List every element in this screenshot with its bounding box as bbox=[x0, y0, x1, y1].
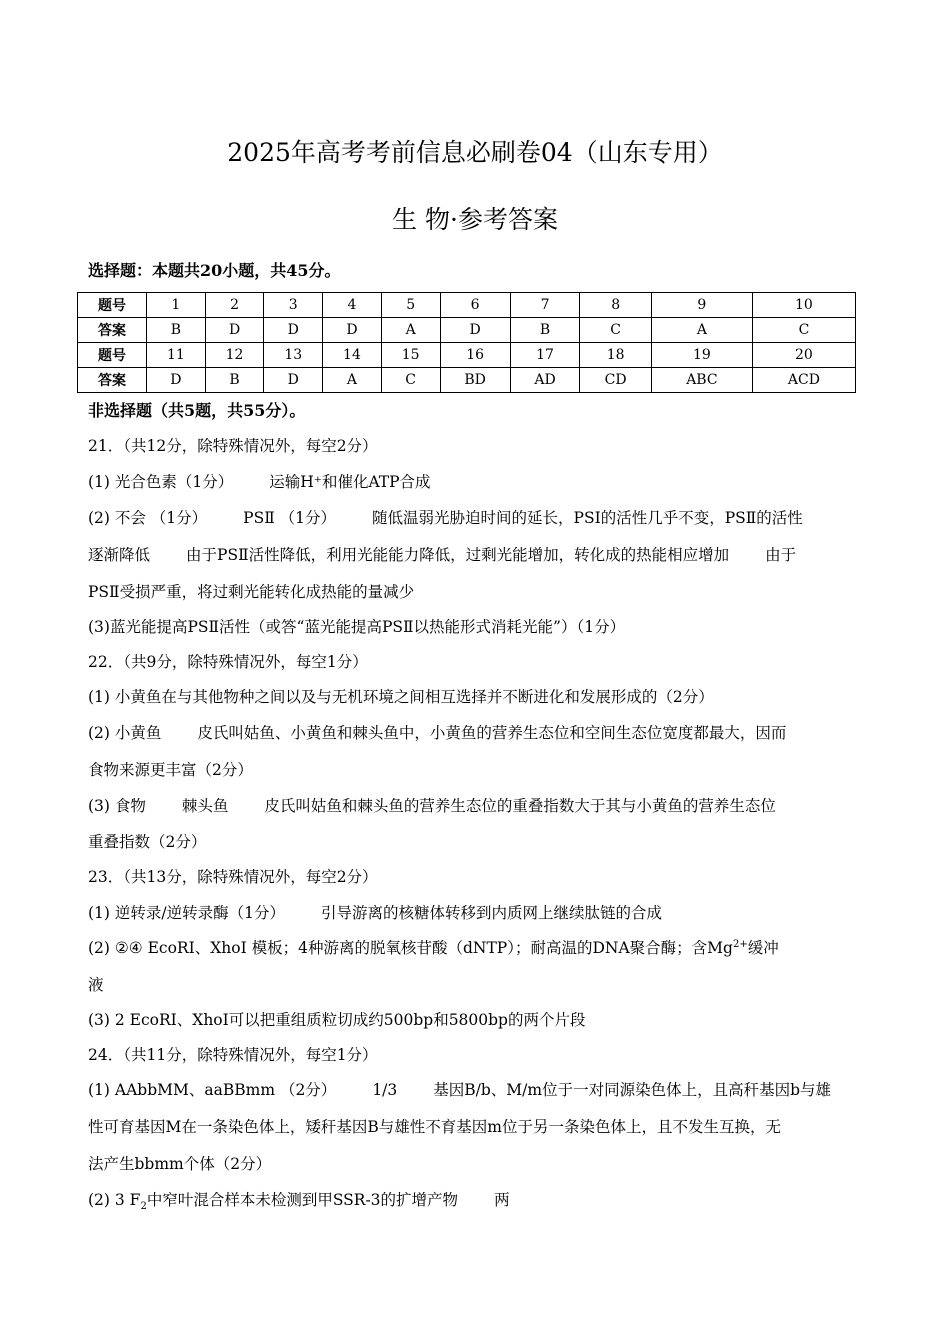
table-cell: 12 bbox=[205, 343, 264, 368]
answer-text: (1) 逆转录/逆转录酶（1分） bbox=[88, 904, 285, 922]
table-row bbox=[78, 318, 856, 343]
table-cell: ACD bbox=[752, 368, 855, 393]
table-cell: CD bbox=[580, 368, 652, 393]
answer-text: 随低温弱光胁迫时间的延长，PSⅠ的活性几乎不变，PSⅡ的活性 bbox=[372, 509, 803, 527]
q24-part1 bbox=[88, 1078, 831, 1100]
table-cell: D bbox=[205, 318, 264, 343]
answer-text: (3) 食物 bbox=[88, 797, 146, 815]
q24-part1-cont2: 法产生bbmm个体（2分） bbox=[88, 1155, 272, 1173]
table-cell: 14 bbox=[323, 343, 382, 368]
subscript: 2 bbox=[140, 1201, 147, 1213]
table-row bbox=[78, 293, 856, 318]
table-cell: D bbox=[147, 368, 206, 393]
table-cell: BD bbox=[440, 368, 510, 393]
answer-text: (1) AAbbMM、aaBBmm （2分） bbox=[88, 1081, 337, 1099]
q22-part2-cont: 食物来源更丰富（2分） bbox=[88, 761, 253, 779]
row-label: 题号 bbox=[78, 343, 147, 368]
table-cell: D bbox=[440, 318, 510, 343]
answer-text: 两 bbox=[494, 1191, 510, 1209]
answer-text: 皮氏叫姑鱼和棘头鱼的营养生态位的重叠指数大于其与小黄鱼的营养生态位 bbox=[264, 797, 776, 815]
table-cell: 5 bbox=[381, 293, 440, 318]
document-title: 2025年高考考前信息必刷卷04（山东专用） bbox=[227, 138, 723, 167]
answer-text: (2) ②④ EcoRI、XhoI 模板；4种游离的脱氧核苷酸（dNTP）；耐高温的DNA聚合酶；含Mg bbox=[88, 939, 733, 957]
answer-text: (2) 小黄鱼 bbox=[88, 724, 162, 742]
table-cell: C bbox=[580, 318, 652, 343]
table-cell: A bbox=[651, 318, 752, 343]
row-label: 答案 bbox=[78, 318, 147, 343]
row-label: 答案 bbox=[78, 368, 147, 393]
q23-part3: (3) 2 EcoRI、XhoI可以把重组质粒切成约500bp和5800bp的两个片段 bbox=[88, 1011, 586, 1029]
q21-part2 bbox=[88, 506, 803, 528]
answer-text: 基因B/b、M/m位于一对同源染色体上，且高秆基因b与雄 bbox=[433, 1081, 832, 1099]
table-cell: ABC bbox=[651, 368, 752, 393]
q21-head: 21．（共12分，除特殊情况外，每空2分） bbox=[88, 437, 378, 455]
table-cell: B bbox=[147, 318, 206, 343]
answer-text: 逐渐降低 bbox=[88, 546, 151, 564]
answer-text: 运输H⁺和催化ATP合成 bbox=[269, 473, 431, 491]
table-cell: 3 bbox=[264, 293, 323, 318]
document-subtitle: 生 物·参考答案 bbox=[392, 205, 558, 234]
table-cell: AD bbox=[510, 368, 580, 393]
superscript: 2+ bbox=[732, 938, 748, 950]
q24-head: 24．（共11分，除特殊情况外，每空1分） bbox=[88, 1046, 378, 1064]
q21-part2-cont bbox=[88, 543, 796, 565]
table-cell: 4 bbox=[323, 293, 382, 318]
answer-text: 引导游离的核糖体转移到内质网上继续肽链的合成 bbox=[320, 904, 662, 922]
table-cell: 13 bbox=[264, 343, 323, 368]
table-cell: 1 bbox=[147, 293, 206, 318]
table-cell: C bbox=[752, 318, 855, 343]
q22-part3 bbox=[88, 794, 776, 816]
table-row bbox=[78, 343, 856, 368]
table-cell: B bbox=[205, 368, 264, 393]
table-cell: 20 bbox=[752, 343, 855, 368]
table-cell: 8 bbox=[580, 293, 652, 318]
answer-text: 缓冲 bbox=[747, 939, 779, 957]
q23-part1 bbox=[88, 901, 662, 923]
table-row bbox=[78, 368, 856, 393]
q22-part2 bbox=[88, 721, 786, 743]
q21-part2-cont2: PSⅡ受损严重，将过剩光能转化成热能的量减少 bbox=[88, 583, 415, 601]
table-cell: 7 bbox=[510, 293, 580, 318]
q21-part3: (3)蓝光能提高PSⅡ活性（或答“蓝光能提高PSⅡ以热能形式消耗光能”）（1分） bbox=[88, 618, 626, 636]
table-cell: 2 bbox=[205, 293, 264, 318]
answer-text: 由于 bbox=[765, 546, 797, 564]
answer-text: (2) 不会 （1分） bbox=[88, 509, 208, 527]
table-cell: 11 bbox=[147, 343, 206, 368]
table-cell: 6 bbox=[440, 293, 510, 318]
table-cell: D bbox=[264, 368, 323, 393]
table-cell: 10 bbox=[752, 293, 855, 318]
q22-part3-cont: 重叠指数（2分） bbox=[88, 833, 207, 851]
answer-text: (1) 光合色素（1分） bbox=[88, 473, 234, 491]
q24-part1-cont: 性可育基因M在一条染色体上，矮秆基因B与雄性不育基因m位于另一条染色体上，且不发生互换，无 bbox=[88, 1118, 781, 1136]
row-label: 题号 bbox=[78, 293, 147, 318]
table-cell: D bbox=[323, 318, 382, 343]
answer-text: PSⅡ （1分） bbox=[243, 509, 337, 527]
table-cell: A bbox=[323, 368, 382, 393]
table-cell: D bbox=[264, 318, 323, 343]
answer-text: 皮氏叫姑鱼、小黄鱼和棘头鱼中，小黄鱼的营养生态位和空间生态位宽度都最大，因而 bbox=[197, 724, 787, 742]
table-cell: 17 bbox=[510, 343, 580, 368]
q22-part1: (1) 小黄鱼在与其他物种之间以及与无机环境之间相互选择并不断进化和发展形成的（2分） bbox=[88, 688, 714, 706]
answer-text: 1/3 bbox=[372, 1081, 398, 1099]
table-cell: 9 bbox=[651, 293, 752, 318]
table-cell: 18 bbox=[580, 343, 652, 368]
answer-table bbox=[77, 292, 856, 393]
answer-text: 棘头鱼 bbox=[181, 797, 229, 815]
answer-text: (2) 3 F bbox=[88, 1191, 141, 1209]
mc-heading: 选择题：本题共20小题，共45分。 bbox=[88, 261, 341, 280]
table-cell: A bbox=[381, 318, 440, 343]
q22-head: 22．（共9分，除特殊情况外，每空1分） bbox=[88, 653, 368, 671]
answer-text: 中窄叶混合样本未检测到甲SSR-3的扩增产物 bbox=[146, 1191, 459, 1209]
table-cell: B bbox=[510, 318, 580, 343]
table-cell: C bbox=[381, 368, 440, 393]
q23-part2 bbox=[88, 936, 779, 958]
q23-head: 23．（共13分，除特殊情况外，每空2分） bbox=[88, 868, 378, 886]
table-cell: 15 bbox=[381, 343, 440, 368]
nonmc-heading: 非选择题（共5题，共55分）。 bbox=[88, 401, 306, 420]
table-cell: 16 bbox=[440, 343, 510, 368]
q24-part2 bbox=[88, 1188, 510, 1212]
answer-text: 由于PSⅡ活性降低，利用光能能力降低，过剩光能增加，转化成的热能相应增加 bbox=[186, 546, 730, 564]
q23-part2-cont: 液 bbox=[88, 976, 104, 994]
q21-part1 bbox=[88, 470, 431, 492]
table-cell: 19 bbox=[651, 343, 752, 368]
